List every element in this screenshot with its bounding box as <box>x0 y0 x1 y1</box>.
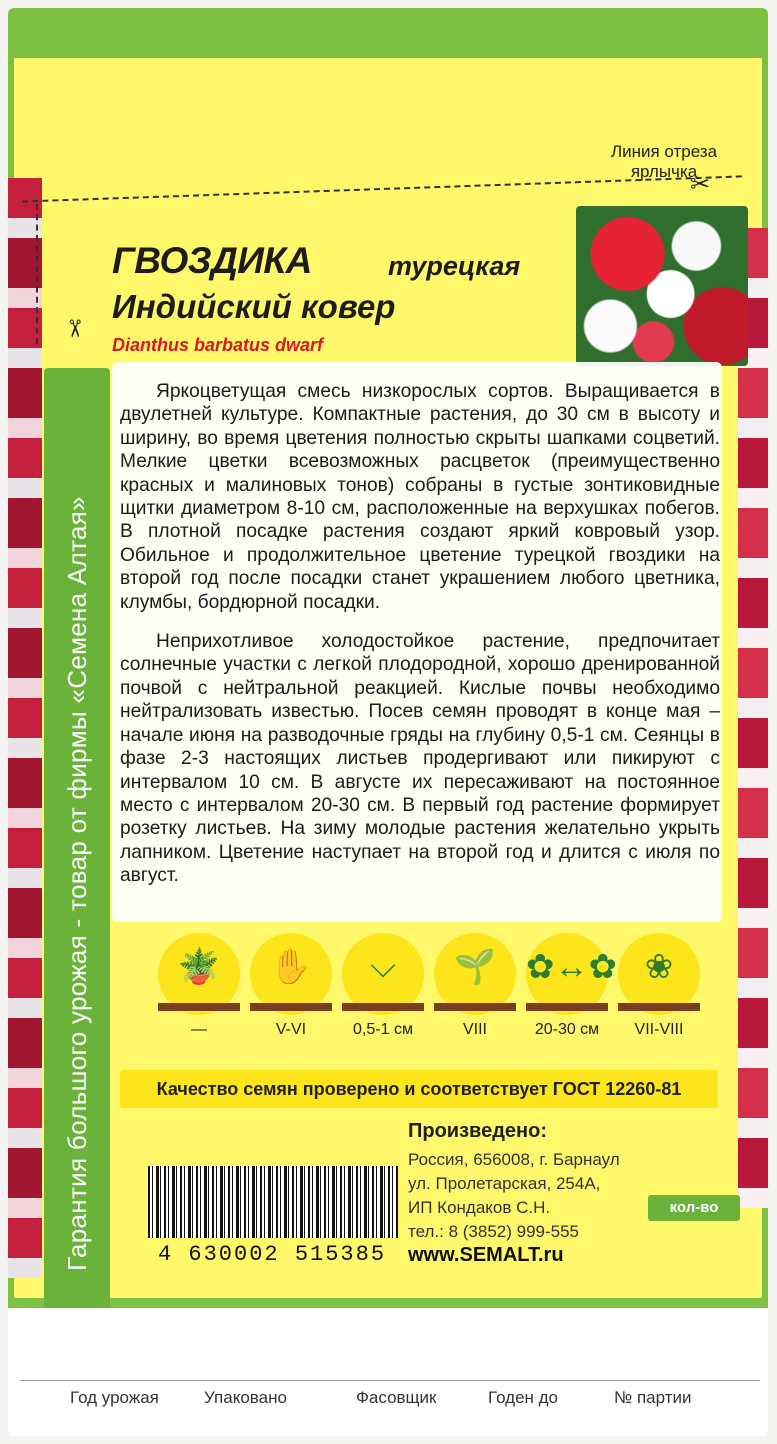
footer-packed: Упаковано <box>204 1388 287 1407</box>
icon-label: VII-VIII <box>634 1021 684 1038</box>
icon-label: 0,5-1 см <box>353 1021 413 1038</box>
quantity-label: кол-во <box>648 1195 740 1221</box>
icon-label: 20-30 см <box>534 1021 600 1038</box>
icon-label: VIII <box>462 1021 487 1038</box>
transplant-icon: 🌱 <box>434 933 516 1015</box>
barcode <box>148 1166 398 1238</box>
product-title: ГВОЗДИКА <box>112 240 312 281</box>
quality-note: Качество семян проверено и соответствует ГОСТ 12260-81 <box>120 1070 718 1108</box>
product-variety: Индийский ковер <box>112 288 396 325</box>
latin-name: Dianthus barbatus dwarf <box>112 335 324 355</box>
cut-line-label <box>594 142 734 182</box>
seed-packet <box>8 8 768 1436</box>
cut-line-left <box>36 204 40 344</box>
description-paragraph-2: Неприхотливое холодостойкое растение, предпочитает солнечные участки с легкой плодородной, хорошо дренированной почвой с нейтральной реакцией. Кислые почвы необходимо нейтрализовать известью. Посев семян проводят в конце мая – начале июня на разводочные гряды на глубину 0,5-1 см. Сеянцы в фазе 2-3 настоящих листьев продергивают или пикируют с интервалом 10 см. В августе их пересаживают на постоянное место с интервалом 20-30 см. В первый год растение формирует розетку листьев. На зиму молодые растения желательно укрыть лапником. Цветение наступает на второй год и длится с июля по август. <box>120 631 720 887</box>
footer-best-before: Годен до <box>488 1388 559 1407</box>
producer-phone: тел.: 8 (3852) 999-555 <box>408 1222 580 1241</box>
side-slogan <box>44 368 110 1398</box>
flowering-icon: ❀ <box>618 933 700 1015</box>
growing-icons <box>158 933 698 1038</box>
icon-label: V-VI <box>275 1021 307 1038</box>
seed-depth-icon: ⌵ <box>342 933 424 1015</box>
ground-sowing-icon: ✋ <box>250 933 332 1015</box>
footer-harvest-year: Год урожая <box>70 1388 159 1407</box>
flower-border-right <box>738 228 768 1208</box>
scissors-icon: ✂ <box>690 171 711 198</box>
barcode-number: 4 630002 515385 <box>158 1242 387 1267</box>
producer-address-2: ул. Пролетарская, 254А, <box>408 1174 601 1193</box>
footer-packer: Фасовщик <box>356 1388 437 1407</box>
description-text <box>120 380 720 904</box>
footer-batch-no: № партии <box>614 1388 692 1407</box>
cut-line-label-1: Линия отреза <box>610 142 718 161</box>
producer-address-1: Россия, 656008, г. Барнаул <box>408 1150 620 1169</box>
description-paragraph-1: Яркоцветущая смесь низкорослых сортов. Выращивается в двулетней культуре. Компактные растения, до 30 см в высоту и ширину, во время цветения полностью скрыты шапками соцветий. Мелкие цветки всевозможных расцветок (преимущественно красных и малиновых тонов) собраны в густые зонтиковидные щитки диаметром 8-10 см, расположенные на верхушках побегов. В плотной посадке растения создают яркий ковровый узор. Обильное и продолжительное цветение турецкой гвоздики на второй год после посадки станет украшением любого цветника, клумбы, бордюрной посадки. <box>120 381 720 613</box>
producer-name: ИП Кондаков С.Н. <box>408 1198 551 1217</box>
bottom-stamp-area <box>8 1308 768 1436</box>
icon-label: — <box>191 1021 207 1038</box>
product-kind: турецкая <box>388 251 521 281</box>
producer-heading: Произведено: <box>408 1120 547 1142</box>
pot-sowing-icon: 🪴 <box>158 933 240 1015</box>
producer-website: www.SEMALT.ru <box>408 1244 564 1266</box>
plant-spacing-icon: ✿↔✿ <box>526 933 608 1015</box>
side-slogan-text: Гарантия большого урожая - товар от фирмы «Семена Алтая» <box>61 495 92 1271</box>
scissors-icon: ✂ <box>60 318 88 339</box>
cut-line-label-2: ярлычка <box>630 162 698 181</box>
flower-photo <box>576 206 748 366</box>
divider <box>20 1380 760 1381</box>
